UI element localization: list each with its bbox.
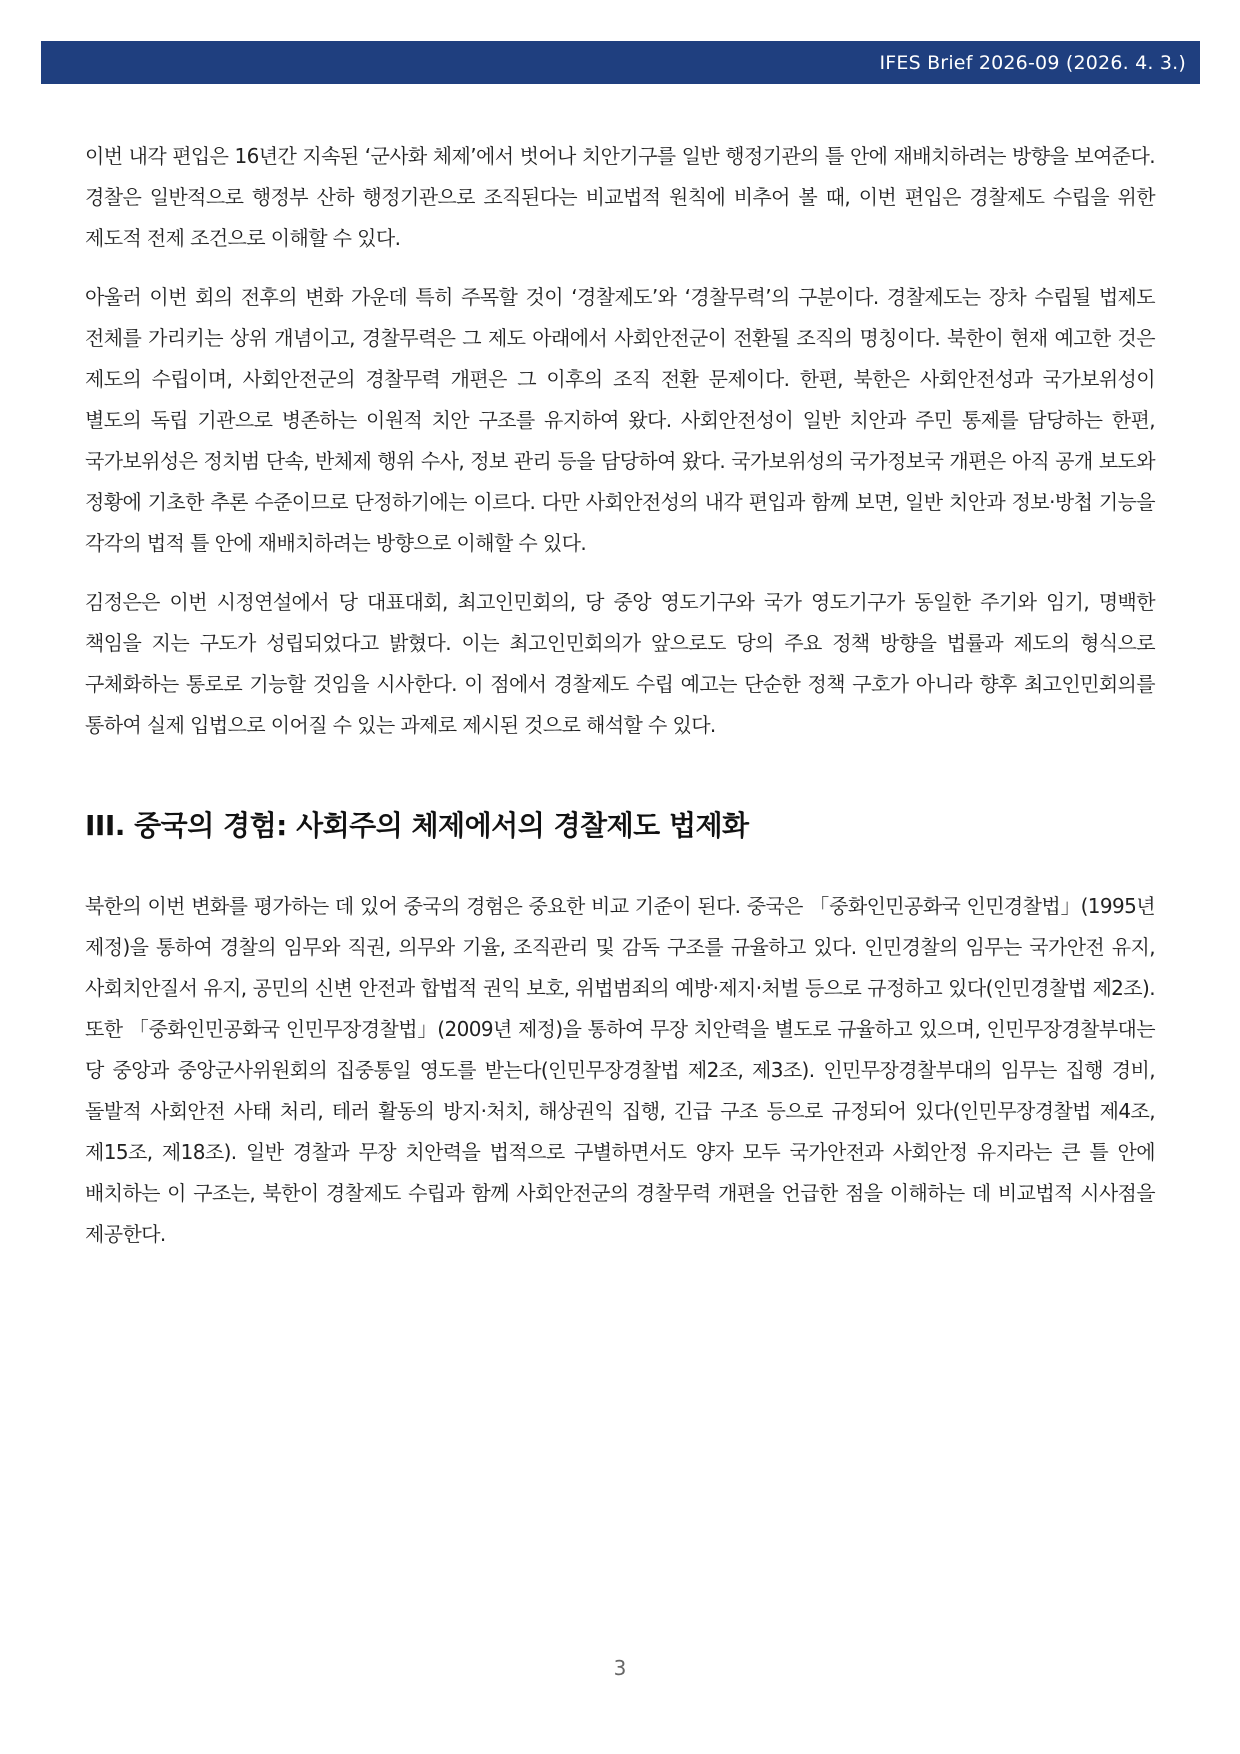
page-number: 3 — [613, 1656, 627, 1680]
body-paragraph: 이번 내각 편입은 16년간 지속된 ‘군사화 체제’에서 벗어나 치안기구를 일반 행정기관의 틀 안에 재배치하려는 방향을 보여준다. 경찰은 일반적으로 행정부 산하 행정기관으로 조직된다는 비교법적 원칙에 비추어 볼 때, 이번 편입은 경찰제도 수립을 위한 제도적 전제 조건으로 이해할 수 있다. — [85, 144, 1155, 250]
body-paragraph: 아울러 이번 회의 전후의 변화 가운데 특히 주목할 것이 ‘경찰제도’와 ‘경찰무력’의 구분이다. 경찰제도는 장차 수립될 법제도 전체를 가리키는 상위 개념이고, 경찰무력은 그 제도 아래에서 사회안전군이 전환될 조직의 명칭이다. 북한이 현재 예고한 것은 제도의 수립이며, 사회안전군의 경찰무력 개편은 그 이후의 조직 전환 문제이다. 한편, 북한은 사회안전성과 국가보위성이 별도의 독립 기관으로 병존하는 이원적 치안 구조를 유지하여 왔다. 사회안전성이 일반 치안과 주민 통제를 담당하는 한편, 국가보위성은 정치범 단속, 반체제 행위 수사, 정보 관리 등을 담당하여 왔다. 국가보위성의 국가정보국 개편은 아직 공개 보도와 정황에 기초한 추론 수준이므로 단정하기에는 이르다. 다만 사회안전성의 내각 편입과 함께 보면, 일반 치안과 정보·방첩 기능을 각각의 법적 틀 안에 재배치하려는 방향으로 이해할 수 있다. — [85, 285, 1155, 555]
brief-title: IFES Brief 2026-09 (2026. 4. 3.) — [879, 51, 1186, 74]
section-paragraph: 북한의 이번 변화를 평가하는 데 있어 중국의 경험은 중요한 비교 기준이 된다. 중국은 「중화인민공화국 인민경찰법」(1995년 제정)을 통하여 경찰의 임무와 직권, 의무와 기율, 조직관리 및 감독 구조를 규율하고 있다. 인민경찰의 임무는 국가안전 유지, 사회치안질서 유지, 공민의 신변 안전과 합법적 권익 보호, 위법범죄의 예방·제지·처벌 등으로 규정하고 있다(인민경찰법 제2조). 또한 「중화인민공화국 인민무장경찰법」(2009년 제정)을 통하여 무장 치안력을 별도로 규율하고 있으며, 인민무장경찰부대는 당 중앙과 중앙군사위원회의 집중통일 영도를 받는다(인민무장경찰법 제2조, 제3조). 인민무장경찰부대의 임무는 집행 경비, 돌발적 사회안전 사태 처리, 테러 활동의 방지·처치, 해상권익 집행, 긴급 구조 등으로 규정되어 있다(인민무장경찰법 제4조, 제15조, 제18조). 일반 경찰과 무장 치안력을 법적으로 구별하면서도 양자 모두 국가안전과 사회안정 유지라는 큰 틀 안에 배치하는 이 구조는, 북한이 경찰제도 수립과 함께 사회안전군의 경찰무력 개편을 언급한 점을 이해하는 데 비교법적 시사점을 제공한다. — [85, 894, 1155, 1246]
document-body — [85, 136, 1155, 1273]
section-heading: III. 중국의 경험: 사회주의 체제에서의 경찰제도 법제화 — [85, 809, 749, 842]
header-bar — [41, 41, 1200, 84]
body-paragraph: 김정은은 이번 시정연설에서 당 대표대회, 최고인민회의, 당 중앙 영도기구와 국가 영도기구가 동일한 주기와 임기, 명백한 책임을 지는 구도가 성립되었다고 밝혔다. 이는 최고인민회의가 앞으로도 당의 주요 정책 방향을 법률과 제도의 형식으로 구체화하는 통로로 기능할 것임을 시사한다. 이 점에서 경찰제도 수립 예고는 단순한 정책 구호가 아니라 향후 최고인민회의를 통하여 실제 입법으로 이어질 수 있는 과제로 제시된 것으로 해석할 수 있다. — [85, 590, 1155, 737]
